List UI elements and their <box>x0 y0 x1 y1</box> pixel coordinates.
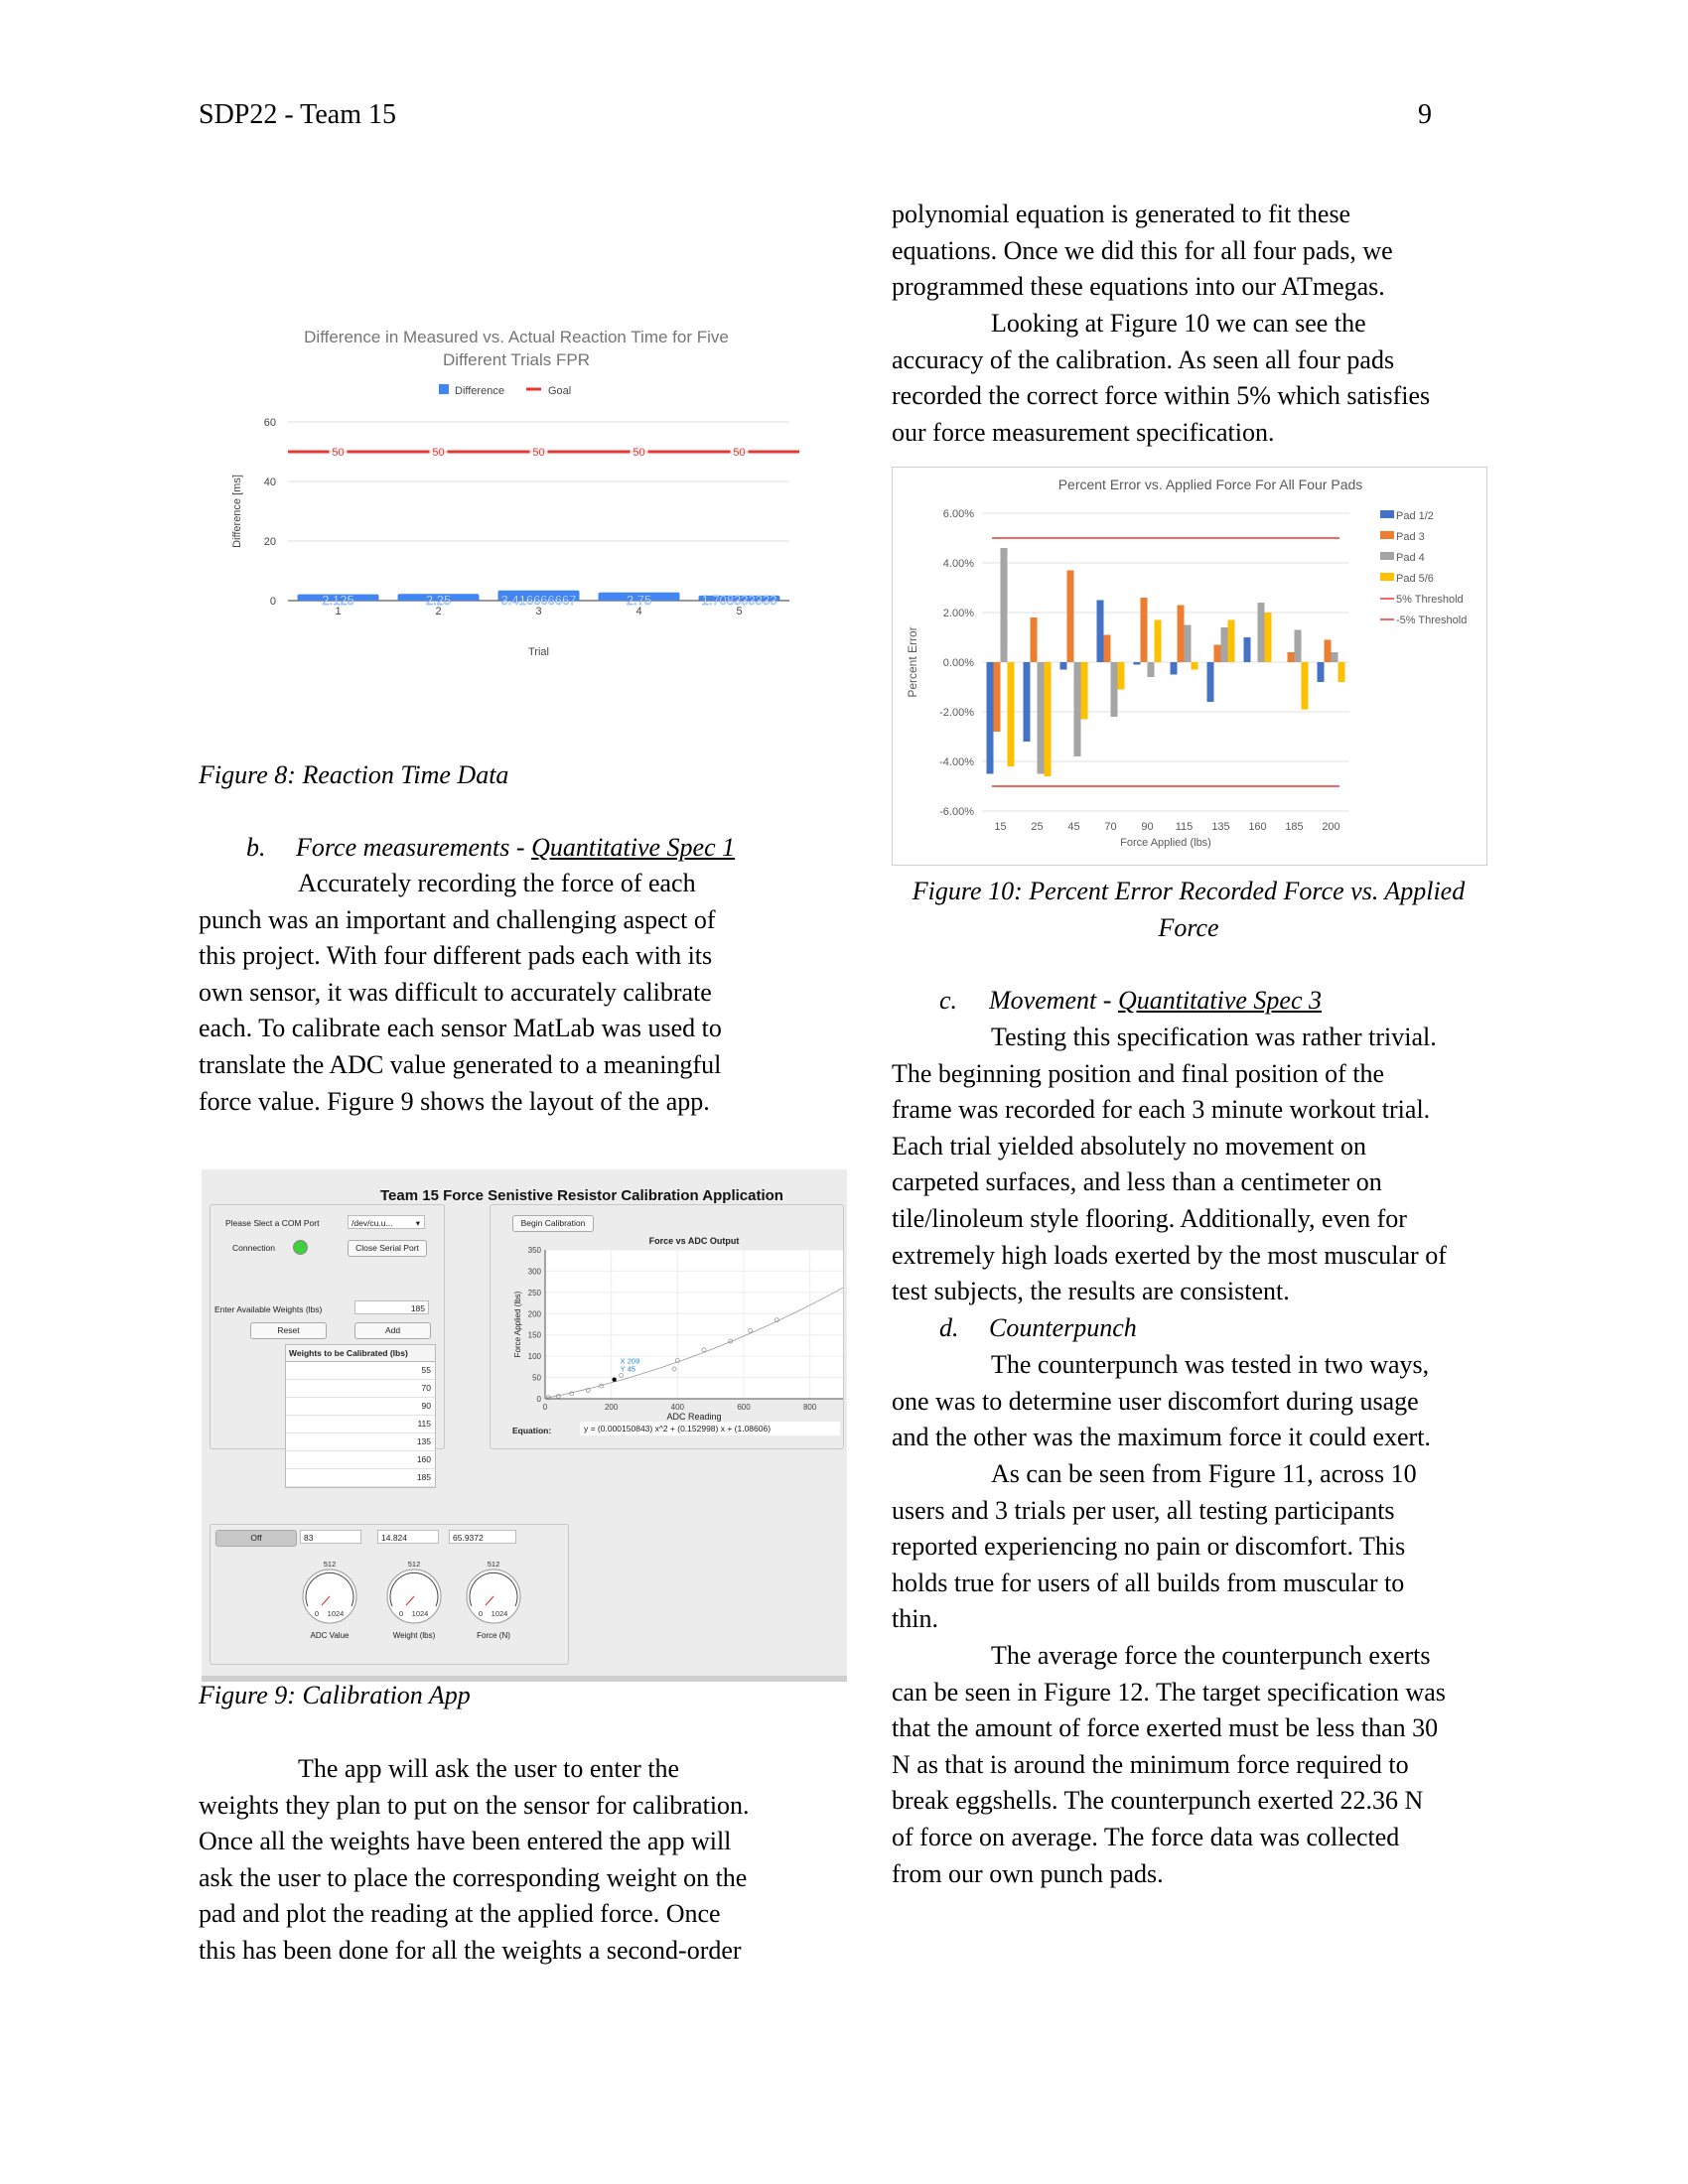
plot-x-label: ADC Reading <box>666 1412 722 1422</box>
gauge-caption: ADC Value <box>310 1631 350 1640</box>
data-label-difference: 3.416666667 <box>500 593 577 608</box>
bar-pad-4 <box>1258 603 1265 662</box>
running-header: SDP22 - Team 15 <box>199 99 396 130</box>
equation-value: y = (0.000150843) x^2 + (0.152998) x + (1.08606) <box>580 1422 840 1435</box>
text-line: this project. With four different pads each with its <box>199 941 713 971</box>
text-line: equations. Once we did this for all four pads, we <box>892 235 1393 265</box>
y-tick-label: 0 <box>536 1395 541 1404</box>
figure-8-caption: Figure 8: Reaction Time Data <box>199 760 509 789</box>
y-tick-label: 4.00% <box>942 558 974 570</box>
y-tick-label: 250 <box>527 1288 541 1297</box>
section-b-spec: Quantitative Spec 1 <box>531 833 736 862</box>
legend-swatch-difference <box>439 384 449 394</box>
x-tick-label: 15 <box>994 821 1007 833</box>
bar-pad-1-2 <box>1244 637 1251 662</box>
text-line: can be seen in Figure 12. The target specification was <box>892 1677 1446 1706</box>
bar-pad-5-6 <box>1192 662 1198 670</box>
x-tick-label: 25 <box>1031 821 1044 833</box>
datatip-x: X 209 <box>620 1356 640 1366</box>
text-line: our force measurement specification. <box>892 417 1275 447</box>
app-plot-panel <box>490 1204 844 1449</box>
adc-value-readout: 83 <box>300 1530 361 1544</box>
data-label-goal: 50 <box>432 447 445 459</box>
x-tick-label: 160 <box>1248 821 1267 833</box>
weights-table-row[interactable]: 90 <box>286 1398 435 1416</box>
bar-pad-1-2 <box>987 662 994 774</box>
bar-pad-1-2 <box>1134 662 1141 665</box>
weights-table-row[interactable]: 55 <box>286 1362 435 1380</box>
data-label-difference: 2.75 <box>626 593 652 608</box>
data-label-goal: 50 <box>332 447 345 459</box>
x-tick-label: 5 <box>736 606 743 617</box>
on-off-toggle[interactable]: Off <box>215 1530 297 1547</box>
begin-calibration-button[interactable]: Begin Calibration <box>512 1215 594 1232</box>
weights-table-row[interactable]: 115 <box>286 1416 435 1433</box>
text-line: that the amount of force exerted must be less than 30 <box>892 1713 1439 1743</box>
figure-9-caption: Figure 9: Calibration App <box>199 1681 471 1709</box>
connection-label: Connection <box>232 1243 276 1253</box>
text-line: ask the user to place the corresponding weight on the <box>199 1862 748 1892</box>
paragraph-movement <box>892 1020 1527 1310</box>
datatip-y: Y 45 <box>620 1364 635 1374</box>
gauges <box>300 1555 528 1659</box>
text-line: weights they plan to put on the sensor for calibration. <box>199 1790 750 1820</box>
data-label-goal: 50 <box>733 447 746 459</box>
bar-pad-4 <box>1332 652 1338 662</box>
bar-pad-3 <box>1104 635 1111 663</box>
equation-label: Equation: <box>512 1426 552 1435</box>
text-line: programmed these equations into our ATmegas. <box>892 272 1385 302</box>
text-line: Testing this specification was rather trivial. <box>991 1023 1437 1051</box>
y-tick-label: 6.00% <box>942 508 974 520</box>
section-c-heading <box>892 983 1322 1020</box>
text-line: each. To calibrate each sensor MatLab was used to <box>199 1014 722 1043</box>
bar-pad-3 <box>1214 645 1221 663</box>
text-line: extremely high loads exerted by the most muscular of <box>892 1240 1447 1270</box>
com-port-select[interactable] <box>348 1215 425 1229</box>
paragraph-app-description <box>199 1751 834 1970</box>
text-line: holds true for users of all builds from muscular to <box>892 1568 1405 1597</box>
x-axis-label: Trial <box>528 646 549 658</box>
x-tick-label: 400 <box>670 1403 685 1412</box>
y-tick-label: 300 <box>527 1267 541 1277</box>
data-label-goal: 50 <box>532 447 545 459</box>
paragraph-counterpunch-1 <box>892 1347 1527 1456</box>
bar-pad-3 <box>1288 652 1295 662</box>
figure-8-reaction-time-chart <box>218 323 814 680</box>
bar-pad-5-6 <box>1265 613 1272 662</box>
legend-label: -5% Threshold <box>1396 614 1468 626</box>
gauge-min-label: 0 <box>314 1609 320 1618</box>
legend-swatch <box>1380 552 1394 560</box>
paragraph-figure-10 <box>892 306 1527 451</box>
gauge-caption: Weight (lbs) <box>392 1631 436 1640</box>
bar-pad-1-2 <box>1171 662 1178 675</box>
force-vs-adc-plot[interactable] <box>491 1230 843 1422</box>
x-tick-label: 115 <box>1175 821 1194 833</box>
y-tick-label: -6.00% <box>939 806 974 818</box>
paragraph-counterpunch-2 <box>892 1456 1527 1638</box>
bar-pad-4 <box>1111 662 1118 717</box>
bar-pad-1-2 <box>1024 662 1031 742</box>
gauge-mid-label: 512 <box>323 1560 337 1569</box>
text-line: Once all the weights have been entered the app will <box>199 1827 732 1856</box>
bar-pad-5-6 <box>1155 620 1162 663</box>
section-c-letter: c. <box>939 986 958 1015</box>
chart-title-line-1: Difference in Measured vs. Actual Reaction Time for Five <box>304 328 729 346</box>
text-line: Looking at Figure 10 we can see the <box>991 309 1366 338</box>
y-tick-label: 40 <box>263 477 276 488</box>
legend-swatch <box>1380 573 1394 581</box>
text-line: of force on average. The force data was collected <box>892 1822 1400 1851</box>
y-tick-label: 150 <box>527 1330 541 1340</box>
y-tick-label: 0 <box>269 596 276 608</box>
bar-pad-4 <box>1001 548 1008 662</box>
text-line: carpeted surfaces, and less than a centimeter on <box>892 1167 1382 1197</box>
selected-data-point <box>613 1378 617 1382</box>
app-left-panel <box>210 1204 445 1482</box>
y-tick-label: 100 <box>527 1352 541 1362</box>
bar-pad-3 <box>1178 606 1185 663</box>
weights-table <box>285 1344 436 1488</box>
text-line: punch was an important and challenging aspect of <box>199 904 716 934</box>
section-d-letter: d. <box>939 1313 959 1342</box>
y-axis-label: Percent Error <box>906 626 919 698</box>
figure-10-caption <box>892 874 1485 946</box>
bar-pad-1-2 <box>1318 662 1325 682</box>
plot-area <box>545 1250 843 1399</box>
y-tick-label: 200 <box>527 1309 541 1319</box>
y-tick-label: 20 <box>263 536 276 548</box>
x-tick-label: 200 <box>1322 821 1340 833</box>
bar-pad-4 <box>1074 662 1081 756</box>
weights-input[interactable]: 185 <box>354 1300 429 1314</box>
weights-entry-label: Enter Available Weights (lbs) <box>214 1304 323 1314</box>
y-tick-label: -4.00% <box>939 756 974 768</box>
bar-pad-3 <box>1067 571 1074 663</box>
chevron-down-icon: ▾ <box>415 1218 420 1228</box>
x-tick-label: 70 <box>1104 821 1117 833</box>
bar-pad-3 <box>994 662 1001 732</box>
x-tick-label: 185 <box>1285 821 1304 833</box>
x-tick-label: 600 <box>737 1403 751 1412</box>
bar-pad-3 <box>1325 640 1332 663</box>
y-axis-label: Difference [ms] <box>231 475 243 548</box>
paragraph-counterpunch-3 <box>892 1638 1527 1892</box>
bar-pad-5-6 <box>1008 662 1015 766</box>
bar-pad-1-2 <box>1060 662 1067 670</box>
x-tick-label: 4 <box>635 606 642 617</box>
bar-pad-3 <box>1141 598 1148 662</box>
x-axis-label: Force Applied (lbs) <box>1120 837 1211 849</box>
bar-pad-1-2 <box>1097 601 1104 663</box>
close-serial-port-button[interactable]: Close Serial Port <box>348 1240 427 1257</box>
text-line: polynomial equation is generated to fit these <box>892 200 1351 228</box>
data-label-difference: 2.125 <box>322 593 354 608</box>
legend-label: Pad 1/2 <box>1396 510 1434 522</box>
connection-status-lamp-icon <box>293 1240 308 1255</box>
force-readout: 65.9372 <box>449 1530 516 1544</box>
chart-title: Percent Error vs. Applied Force For All Four Pads <box>1057 477 1363 492</box>
paragraph-force-measurements <box>199 866 834 1120</box>
weight-readout: 14.824 <box>377 1530 439 1544</box>
bar-pad-5-6 <box>1045 662 1052 776</box>
section-b-title: Force measurements - <box>296 833 532 862</box>
section-c-title: Movement - <box>989 986 1118 1015</box>
x-tick-label: 2 <box>435 606 442 617</box>
text-line: frame was recorded for each 3 minute workout trial. <box>892 1095 1431 1125</box>
text-line: As can be seen from Figure 11, across 10 <box>991 1459 1417 1488</box>
y-tick-label: 50 <box>532 1373 541 1383</box>
figure-10-percent-error-chart <box>892 467 1487 866</box>
bar-pad-5-6 <box>1228 620 1235 663</box>
y-tick-label: 60 <box>263 417 276 429</box>
text-line: own sensor, it was difficult to accurately calibrate <box>199 977 712 1007</box>
text-line: thin. <box>892 1604 938 1634</box>
text-line: this has been done for all the weights a second-order <box>199 1935 742 1965</box>
text-line: translate the ADC value generated to a meaningful <box>199 1049 722 1079</box>
y-tick-label: -2.00% <box>939 707 974 719</box>
bar-pad-5-6 <box>1338 662 1345 682</box>
x-tick-label: 0 <box>542 1403 548 1412</box>
text-line: The counterpunch was tested in two ways, <box>991 1350 1430 1379</box>
section-d-heading <box>892 1310 1137 1347</box>
text-line: test subjects, the results are consistent. <box>892 1277 1290 1306</box>
x-tick-label: 90 <box>1141 821 1154 833</box>
figure-10-caption-line-1: Figure 10: Percent Error Recorded Force vs. Applied <box>912 877 1466 905</box>
text-line: tile/linoleum style flooring. Additionally, even for <box>892 1203 1407 1233</box>
com-port-label: Please Slect a COM Port <box>225 1218 320 1228</box>
bar-pad-1-2 <box>1207 662 1214 702</box>
legend-label: Pad 5/6 <box>1396 573 1434 585</box>
x-tick-label: 3 <box>535 606 542 617</box>
bar-pad-5-6 <box>1118 662 1125 690</box>
bar-pad-4 <box>1185 625 1192 663</box>
gauge-mid-label: 512 <box>487 1560 500 1569</box>
reset-button[interactable]: Reset <box>250 1322 327 1339</box>
y-tick-label: 2.00% <box>942 608 974 619</box>
text-line: force value. Figure 9 shows the layout of the app. <box>199 1086 710 1116</box>
weights-table-row[interactable]: 70 <box>286 1380 435 1398</box>
y-tick-label: 350 <box>527 1246 541 1255</box>
bar-pad-4 <box>1038 662 1045 774</box>
x-tick-label: 45 <box>1067 821 1080 833</box>
gauge-max-label: 1024 <box>491 1609 508 1618</box>
chart-title-line-2: Different Trials FPR <box>442 350 591 369</box>
bar-pad-4 <box>1148 662 1155 677</box>
app-title: Team 15 Force Senistive Resistor Calibration Application <box>380 1187 783 1204</box>
data-label-difference: 1.708333333 <box>701 593 777 608</box>
weights-table-row[interactable]: 160 <box>286 1451 435 1469</box>
gauge-max-label: 1024 <box>411 1609 429 1618</box>
data-label-difference: 2.25 <box>425 593 452 608</box>
data-label-goal: 50 <box>633 447 645 459</box>
legend-swatch <box>1380 531 1394 539</box>
section-d-title: Counterpunch <box>989 1313 1137 1342</box>
legend-label: Pad 3 <box>1396 531 1425 543</box>
page-number: 9 <box>1418 99 1432 130</box>
legend-label-difference: Difference <box>455 385 504 397</box>
legend-swatch <box>1380 510 1394 518</box>
text-line: one was to determine user discomfort during usage <box>892 1386 1419 1416</box>
bar-pad-5-6 <box>1302 662 1309 710</box>
gauge-max-label: 1024 <box>327 1609 345 1618</box>
plot-y-label: Force Applied (lbs) <box>513 1291 522 1358</box>
x-tick-label: 135 <box>1211 821 1230 833</box>
text-line: The beginning position and final position of the <box>892 1058 1385 1088</box>
figure-9-calibration-app <box>202 1169 847 1682</box>
text-line: The app will ask the user to enter the <box>298 1754 680 1783</box>
text-line: recorded the correct force within 5% which satisfies <box>892 381 1431 411</box>
bar-pad-4 <box>1221 627 1228 662</box>
text-line: The average force the counterpunch exerts <box>991 1641 1431 1670</box>
bar-pad-4 <box>1295 630 1302 663</box>
gauge-min-label: 0 <box>398 1609 404 1618</box>
text-line: break eggshells. The counterpunch exerted 22.36 N <box>892 1786 1424 1816</box>
text-line: Each trial yielded absolutely no movement on <box>892 1131 1366 1160</box>
text-line: pad and plot the reading at the applied force. Once <box>199 1899 721 1929</box>
com-port-value: /dev/cu.u... <box>352 1218 393 1228</box>
gauge-min-label: 0 <box>478 1609 484 1618</box>
paragraph-polynomial <box>892 197 1527 306</box>
bar-pad-5-6 <box>1081 662 1088 720</box>
text-line: accuracy of the calibration. As seen all four pads <box>892 344 1395 374</box>
gauge-caption: Force (N) <box>477 1631 510 1640</box>
weights-table-row[interactable]: 135 <box>286 1433 435 1451</box>
section-b-letter: b. <box>246 833 266 862</box>
weights-table-header: Weights to be Calibrated (lbs) <box>286 1345 435 1362</box>
weights-table-row[interactable]: 185 <box>286 1469 435 1487</box>
legend-label-goal: Goal <box>548 385 572 397</box>
x-tick-label: 800 <box>802 1403 817 1412</box>
app-readout-panel <box>210 1524 569 1665</box>
plot-title: Force vs ADC Output <box>648 1236 740 1246</box>
gauge-mid-label: 512 <box>407 1560 421 1569</box>
y-tick-label: 0.00% <box>942 657 974 669</box>
text-line: N as that is around the minimum force required to <box>892 1749 1409 1779</box>
bar-pad-3 <box>1031 617 1038 662</box>
text-line: from our own punch pads. <box>892 1858 1164 1888</box>
text-line: users and 3 trials per user, all testing participants <box>892 1495 1395 1525</box>
add-button[interactable]: Add <box>354 1322 431 1339</box>
x-tick-label: 1 <box>335 606 342 617</box>
text-line: and the other was the maximum force it could exert. <box>892 1423 1431 1452</box>
section-c-spec: Quantitative Spec 3 <box>1117 986 1322 1015</box>
section-b-heading <box>199 830 735 867</box>
legend-label: Pad 4 <box>1396 552 1425 564</box>
legend-label: 5% Threshold <box>1396 594 1464 606</box>
text-line: reported experiencing no pain or discomfort. This <box>892 1532 1406 1562</box>
figure-10-caption-line-2: Force <box>1158 912 1219 942</box>
text-line: Accurately recording the force of each <box>298 869 696 897</box>
x-tick-label: 200 <box>604 1403 619 1412</box>
